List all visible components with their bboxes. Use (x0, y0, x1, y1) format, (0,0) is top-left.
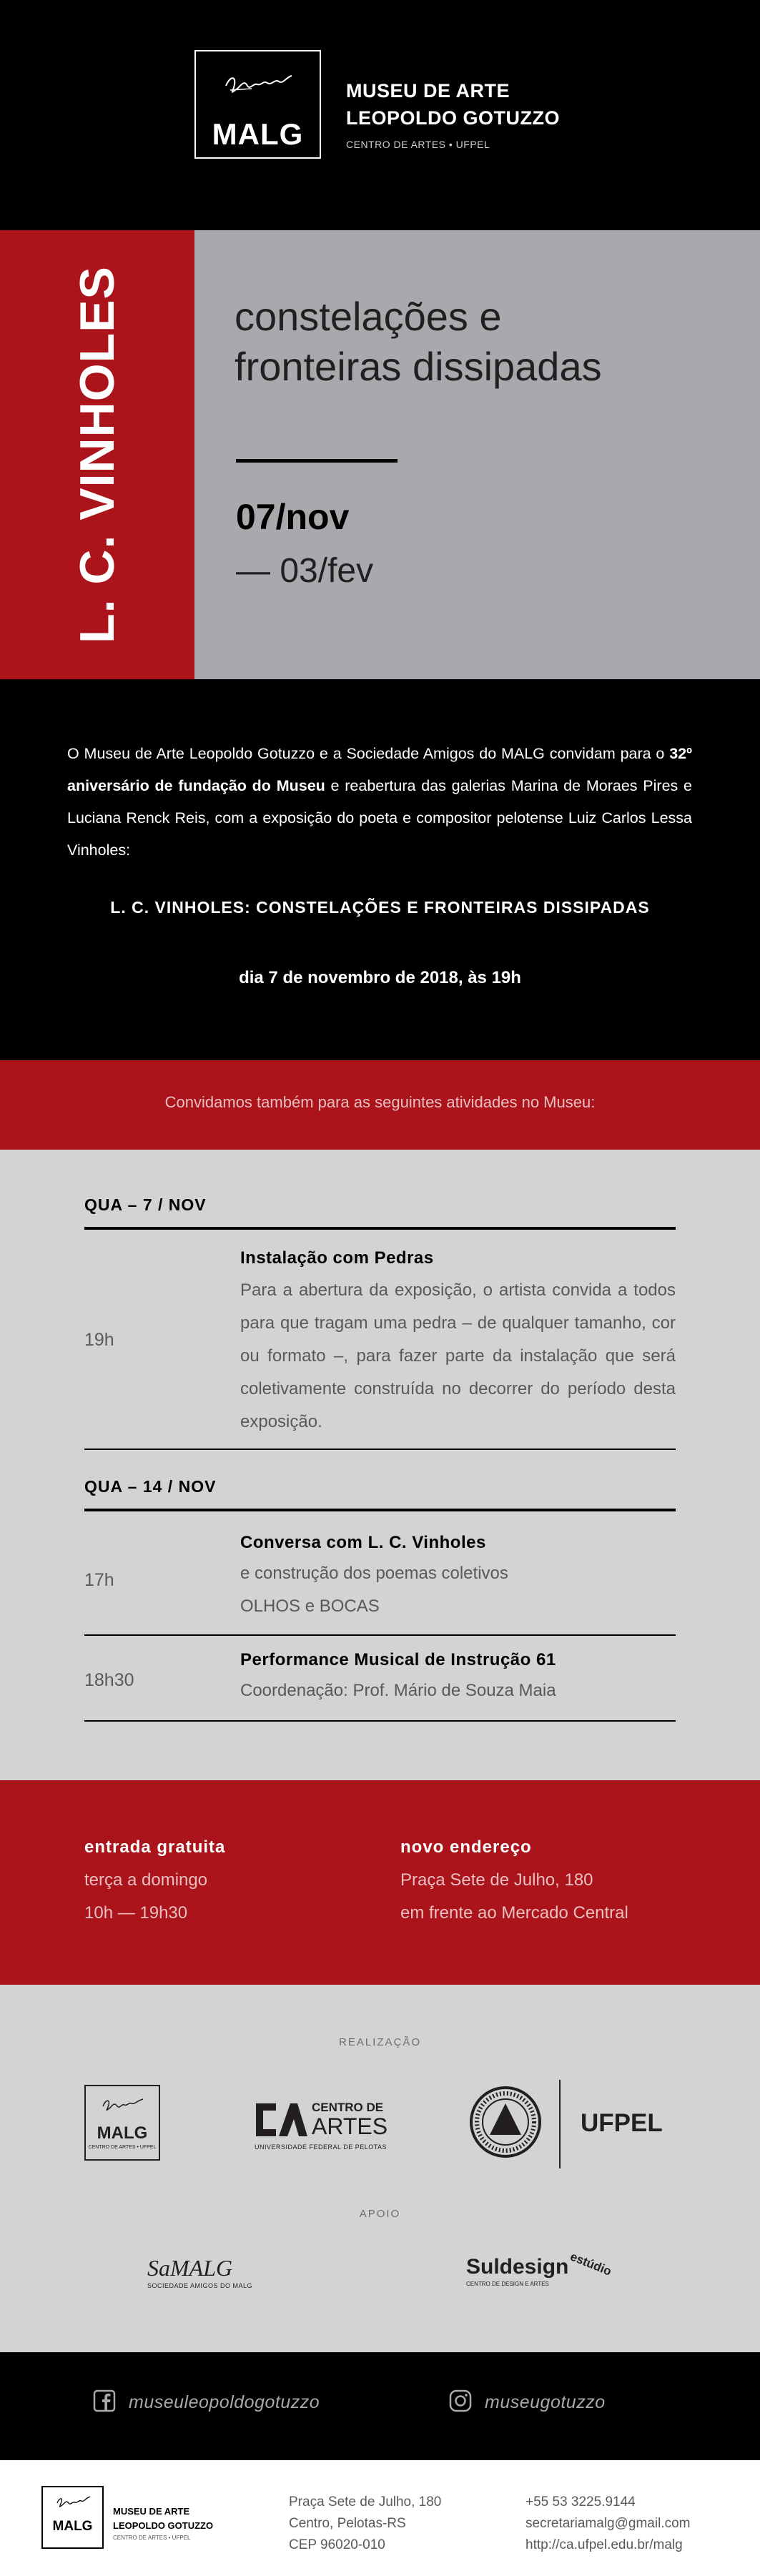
visitor-info (0, 1780, 760, 1985)
date-start: 07/nov (236, 497, 350, 537)
artist-band (0, 230, 194, 679)
signature-icon (223, 70, 295, 99)
footer-address-line3: CEP 96020-010 (289, 2537, 385, 2552)
divider (559, 2080, 561, 2168)
schedule (0, 1150, 760, 1780)
event-time: 17h (84, 1570, 114, 1590)
invitation-highlight: 32º aniversário de fundação do Museu (67, 745, 692, 794)
divider (84, 1509, 676, 1511)
signature-icon (102, 2096, 144, 2115)
malg-logo (194, 50, 321, 159)
realizacao-label: REALIZAÇÃO (338, 2036, 422, 2048)
date-end: — 03/fev (236, 552, 374, 590)
signature-icon (56, 2494, 92, 2512)
artist-name: L. C. VINHOLES (70, 266, 124, 643)
activities-intro (0, 1060, 760, 1150)
footer-logo-text: MALG (52, 2519, 93, 2534)
estudio-label: estúdio (568, 2249, 613, 2279)
hero (0, 230, 760, 679)
exhibition-title-line1: constelações e (235, 294, 502, 339)
event-description: Coordenação: Prof. Mário de Souza Maia (240, 1681, 556, 1700)
footer-email[interactable]: secretariamalg@gmail.com (525, 2516, 691, 2531)
divider (236, 459, 398, 463)
facebook-icon[interactable] (93, 2389, 116, 2412)
invitation-text (67, 738, 692, 867)
event-description-line1: e construção dos poemas coletivos (240, 1564, 508, 1583)
ca-caption: UNIVERSIDADE FEDERAL DE PELOTAS (255, 2143, 388, 2151)
suldesign-logo: Suldesign (466, 2255, 569, 2279)
activities-intro-text: Convidamos também para as seguintes atividades no Museu: (164, 1093, 596, 1111)
footer-phone[interactable]: +55 53 3225.9144 (525, 2494, 636, 2510)
suldesign-caption: CENTRO DE DESIGN E ARTES (466, 2281, 549, 2287)
address-heading: novo endereço (400, 1837, 532, 1857)
footer-address (289, 2492, 441, 2556)
footer-museum-name (113, 2505, 213, 2533)
event-description: Para a abertura da exposição, o artista convida a todos para que tragam uma pedra – de qualquer tamanho, cor ou formato –, para fazer parte da instalação que será coletivamente construída no decorrer do período desta exposição. (240, 1280, 676, 1431)
museum-name-line2: LEOPOLDO GOTUZZO (346, 107, 560, 129)
invitation-part1: O Museu de Arte Leopoldo Gotuzzo e a Sociedade Amigos do MALG convidam para o (67, 745, 670, 762)
ca-line1: CENTRO DE (312, 2101, 384, 2114)
malg-sponsor-text: MALG (97, 2123, 148, 2143)
social-links (0, 2352, 760, 2460)
divider (84, 1720, 676, 1722)
opening-date: dia 7 de novembro de 2018, às 19h (239, 968, 521, 987)
event-title: Performance Musical de Instrução 61 (240, 1650, 556, 1669)
ufpel-seal-icon (468, 2085, 543, 2159)
ufpel-logo-text: UFPEL (581, 2109, 663, 2137)
samalg-caption: SOCIEDADE AMIGOS DO MALG (147, 2282, 253, 2289)
footer-subtitle: CENTRO DE ARTES • UFPEL (113, 2535, 191, 2541)
footer-name-line2: LEOPOLDO GOTUZZO (113, 2520, 214, 2531)
footer-address-line2: Centro, Pelotas-RS (289, 2516, 406, 2531)
footer (0, 2460, 760, 2576)
instagram-icon[interactable] (449, 2389, 472, 2412)
exhibition-title (235, 292, 735, 392)
event-description-line2: OLHOS e BOCAS (240, 1597, 380, 1616)
divider (84, 1634, 676, 1636)
header (0, 0, 760, 230)
address-line1: Praça Sete de Julho, 180 (400, 1870, 593, 1890)
entry-days: terça a domingo (84, 1870, 208, 1890)
footer-name-line1: MUSEU DE ARTE (113, 2506, 190, 2517)
apoio-label: APOIO (359, 2208, 401, 2220)
divider (84, 1449, 676, 1450)
title-panel (194, 230, 760, 679)
entry-hours: 10h — 19h30 (84, 1903, 188, 1923)
footer-website-link[interactable]: http://ca.ufpel.edu.br/malg (525, 2537, 683, 2552)
samalg-logo: SaMALG (147, 2255, 233, 2281)
event-time: 18h30 (84, 1670, 134, 1690)
invitation-part2: e reabertura das galerias Marina de Moraes Pires e Luciana Renck Reis, com a exposição do poeta e compositor pelotense Luiz Carlos Lessa Vinholes: (67, 777, 693, 859)
malg-sponsor-sub: CENTRO DE ARTES • UFPEL (88, 2145, 157, 2150)
footer-address-line1: Praça Sete de Julho, 180 (289, 2494, 442, 2510)
invitation (0, 679, 760, 1060)
exhibition-title-line2: fronteiras dissipadas (235, 344, 602, 389)
instagram-handle[interactable]: museugotuzzo (485, 2392, 606, 2412)
entry-heading: entrada gratuita (84, 1837, 226, 1857)
sponsors (0, 1985, 760, 2352)
malg-sponsor-logo (84, 2085, 160, 2161)
event-title: Instalação com Pedras (240, 1248, 434, 1268)
centro-de-artes-icon (255, 2099, 307, 2141)
logo-text: MALG (212, 117, 304, 151)
museum-subtitle: CENTRO DE ARTES • UFPEL (346, 139, 490, 150)
divider (84, 1227, 676, 1230)
museum-name (346, 77, 560, 132)
address-line2: em frente ao Mercado Central (400, 1903, 628, 1923)
footer-logo (41, 2486, 104, 2549)
museum-name-line1: MUSEU DE ARTE (346, 80, 510, 102)
day-heading: QUA – 7 / NOV (84, 1195, 207, 1214)
facebook-handle[interactable]: museuleopoldogotuzzo (129, 2392, 320, 2412)
ca-line2: ARTES (312, 2113, 388, 2139)
event-time: 19h (84, 1330, 114, 1350)
day-heading: QUA – 14 / NOV (84, 1477, 217, 1496)
footer-contact (525, 2492, 690, 2556)
exhibition-name: L. C. VINHOLES: CONSTELAÇÕES E FRONTEIRAS DISSIPADAS (110, 898, 650, 917)
event-title: Conversa com L. C. Vinholes (240, 1533, 486, 1552)
